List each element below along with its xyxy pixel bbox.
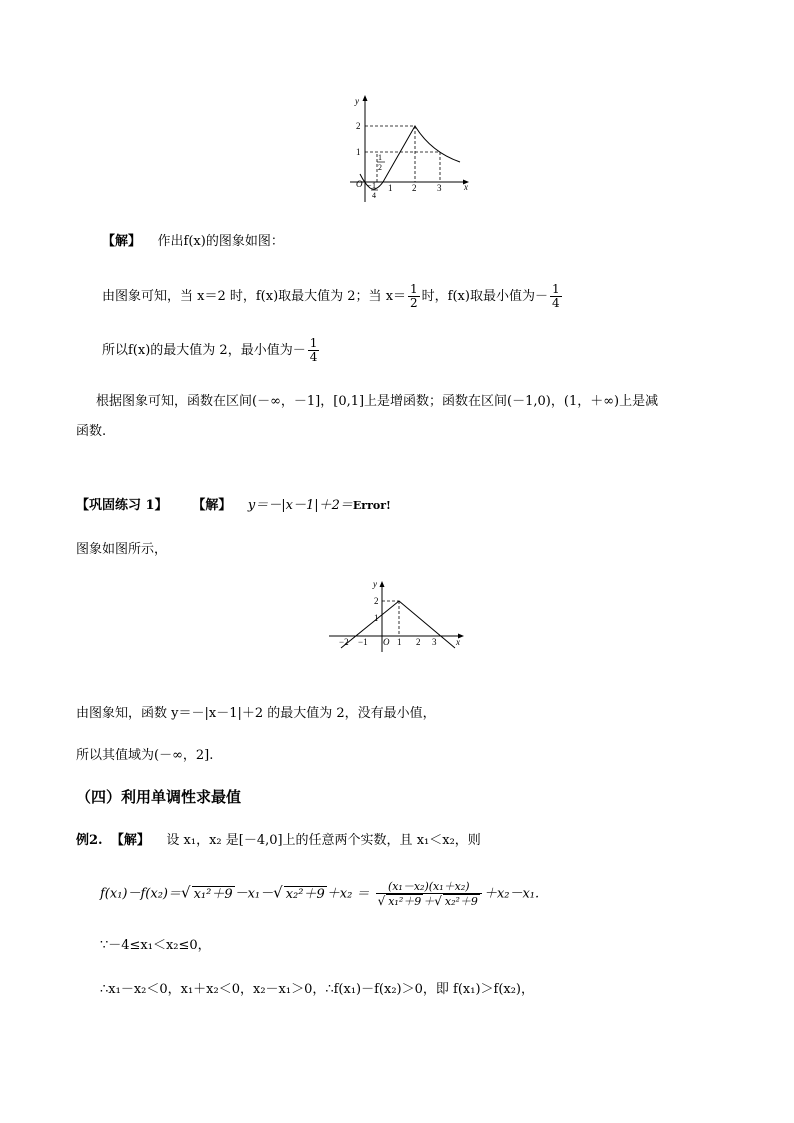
y-tick-2: 2 [356, 121, 361, 131]
x-tick-2: 2 [416, 637, 421, 647]
solution-1-line4: 根据图象可知，函数在区间(－∞，－1]，[0,1]上是增函数；函数在区间(－1,0)，(1，＋∞)上是减 [96, 394, 659, 409]
practice-sol-tag: 【解】 [192, 498, 232, 513]
y-axis-arrow [363, 95, 368, 101]
solution-1-line3: 所以f(x)的最大值为 2，最小值为－ $\frac{1}{4}$ [102, 336, 318, 364]
equation-fraction: $\frac{\text{(x₁－x₂)(x₁＋x₂)}}{\text{√ x₁²＋9 ＋√ x₂²＋9}}$ [376, 880, 482, 908]
example-2-equation: f(x₁)－f(x₂)＝√ x₁²＋9 －x₁－√ x₂²＋9 ＋x₂ ＝ $\frac{\text{(x₁－x₂)(x₁＋x₂)}}{\text{√ x₁²＋9 ＋√ x₂²＋9}}$ ＋x₂－x₁. [100, 880, 540, 908]
example-2-intro [76, 833, 481, 849]
y-tick-2: 2 [374, 596, 379, 606]
fraction-quarter: $\frac{1}{4}$ [551, 282, 560, 310]
x-tick-3: 3 [437, 183, 442, 193]
y-axis-arrow [380, 581, 385, 587]
practice-tag: 【巩固练习 1】 [76, 498, 168, 513]
x-tick-neg2: −2 [339, 637, 349, 647]
conclusion-line2: 所以其值域为(－∞，2]. [76, 748, 214, 763]
x-tick-2: 2 [412, 183, 417, 193]
error-text: Error! [352, 499, 391, 512]
practice-formula: y＝－|x－1|＋2＝ [247, 498, 353, 513]
y-label: y [355, 96, 359, 106]
neg-quarter-den: 4 [372, 191, 376, 200]
x-label: x [464, 182, 468, 192]
example-2-because: ∵－4≤x₁＜x₂≤0， [100, 938, 211, 953]
neg-quarter-num: 1 [372, 181, 376, 190]
origin-label: O [356, 179, 363, 189]
conclusion-line1: 由图象知，函数 y＝－|x－1|＋2 的最大值为 2，没有最小值， [76, 706, 436, 721]
example-intro-text: 设 x₁，x₂ 是[－4,0]上的任意两个实数，且 x₁＜x₂，则 [166, 833, 481, 848]
example-label: 例2. [76, 833, 103, 848]
practice-caption: 图象如图所示， [76, 542, 168, 557]
x-tick-neg1: −1 [358, 637, 368, 647]
solution-1-line2: 由图象可知，当 x＝2 时，f(x)取最大值为 2；当 x＝ $\frac{1}{2}$ 时，f(x)取最小值为－ $\frac{1}{4}$ [102, 282, 560, 310]
fraction-quarter-2: $\frac{1}{4}$ [309, 336, 318, 364]
y-label: y [373, 579, 377, 589]
half-den: 2 [378, 163, 382, 172]
example-2-therefore: ∴x₁－x₂＜0，x₁＋x₂＜0，x₂－x₁＞0，∴f(x₁)－f(x₂)＞0，即 f(x₁)＞f(x₂)， [100, 982, 535, 997]
y-tick-1: 1 [374, 613, 379, 623]
origin-label: O [383, 637, 390, 647]
x-label: x [456, 637, 460, 647]
half-num: 1 [378, 153, 382, 162]
solution-text: 作出f(x)的图象如图： [157, 234, 284, 249]
graph-1 [336, 92, 476, 204]
y-tick-1: 1 [356, 147, 361, 157]
practice-1-line [76, 498, 391, 514]
x-tick-1: 1 [388, 183, 393, 193]
solution-1-line4b: 函数. [76, 424, 107, 439]
neg-quarter-sign: − [367, 181, 372, 190]
x-tick-3: 3 [432, 637, 437, 647]
x-tick-1: 1 [397, 637, 402, 647]
example-tag: 【解】 [110, 833, 150, 848]
section-4-heading: （四）利用单调性求最值 [76, 788, 242, 806]
curve-f [360, 126, 460, 189]
solution-1-header [102, 234, 284, 250]
graph-2 [327, 578, 467, 654]
solution-tag: 【解】 [102, 234, 142, 249]
fraction-half: $\frac{1}{2}$ [410, 282, 418, 310]
